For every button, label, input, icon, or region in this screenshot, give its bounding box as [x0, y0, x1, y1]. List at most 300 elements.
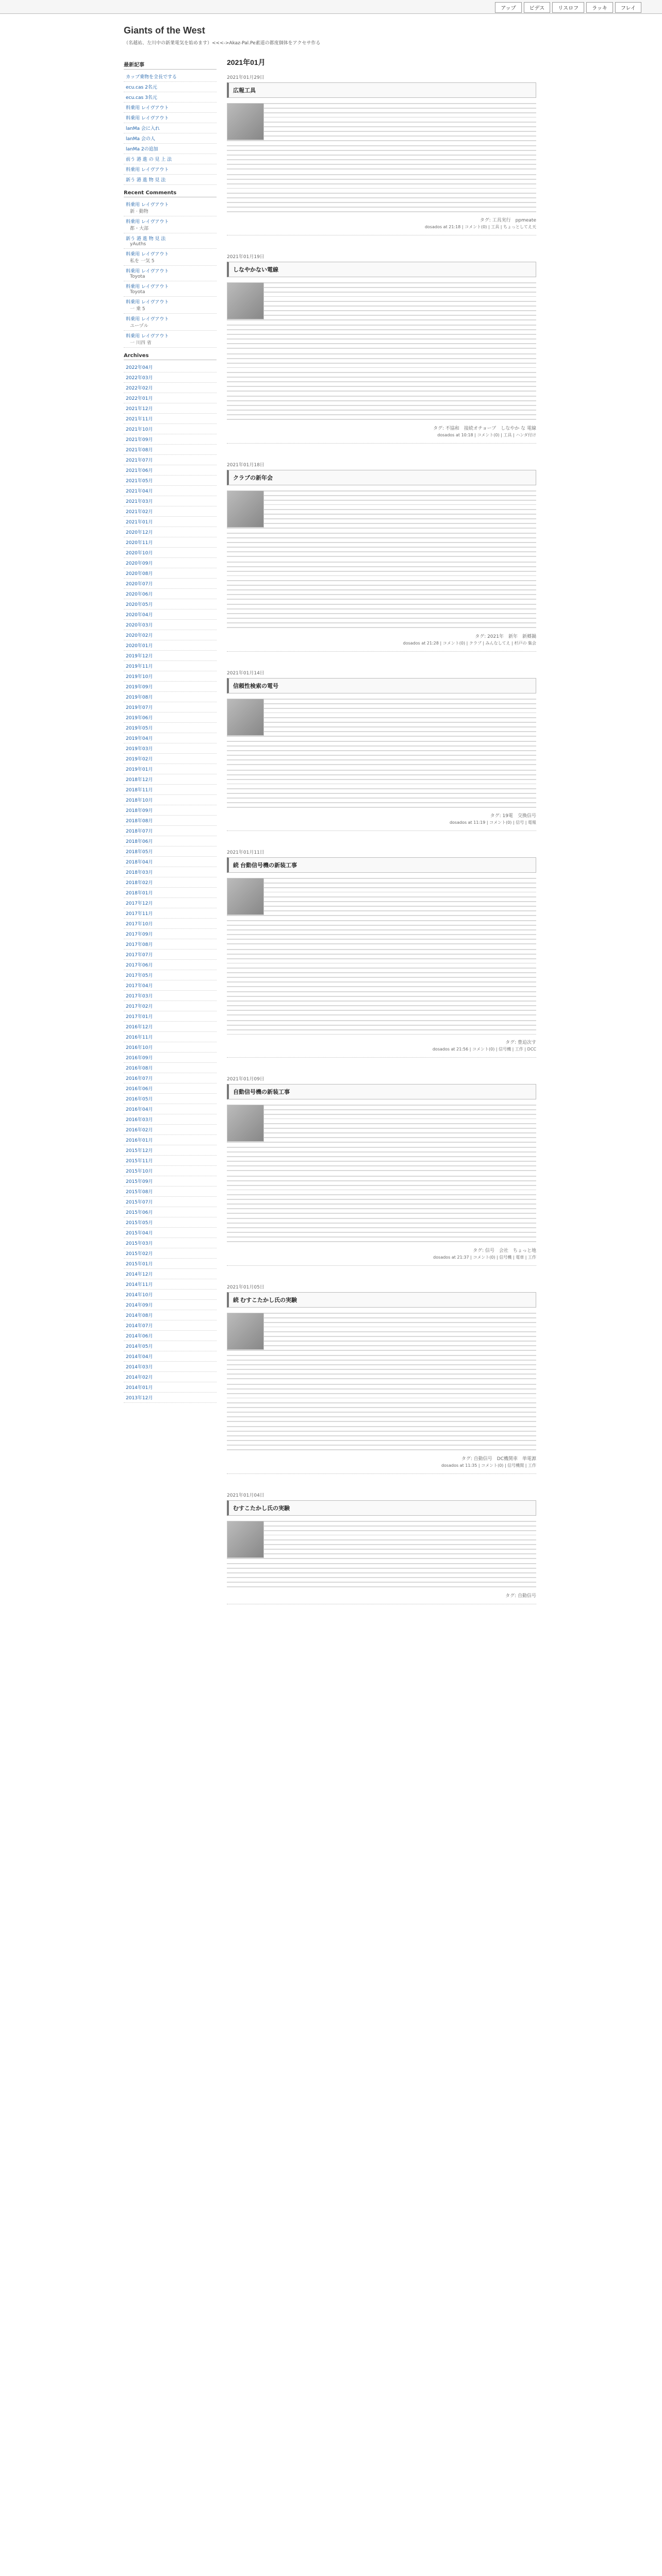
text-block — [227, 1384, 536, 1398]
archive-item-link[interactable]: 2021年02月 — [126, 510, 153, 515]
archive-item-link[interactable]: 2014年02月 — [126, 1375, 153, 1380]
blog-entry — [227, 461, 536, 652]
top-nav-links — [495, 2, 641, 13]
archive-item — [124, 1114, 217, 1125]
archive-item-link[interactable]: 2019年03月 — [126, 747, 153, 752]
archive-item-link[interactable]: 2013年12月 — [126, 1396, 153, 1401]
archive-item — [124, 1300, 217, 1310]
archive-item-link[interactable]: 2020年03月 — [126, 623, 153, 628]
archive-item-link[interactable]: 2018年10月 — [126, 798, 153, 803]
entry-date: 2021年01月04日 — [227, 1493, 264, 1498]
recent-comment-item-link[interactable]: 料乗用 レイヴアウト — [126, 252, 169, 257]
text-block — [227, 699, 536, 713]
archive-item-link[interactable]: 2015年08月 — [126, 1190, 153, 1195]
entry-separator — [227, 651, 536, 652]
archive-item-link[interactable]: 2019年06月 — [126, 716, 153, 721]
entry-tags: タグ: 19電 交換信号 — [490, 814, 536, 819]
recent-post-item-link[interactable]: lanMa 会の人 — [126, 137, 155, 142]
archive-item — [124, 465, 217, 476]
month-heading: 2021年01月 — [227, 58, 266, 66]
recent-post-item-link[interactable]: 料乗用 レイヴアウト — [126, 116, 169, 121]
archive-item-link[interactable]: 2016年10月 — [126, 1045, 153, 1050]
entry-title[interactable]: 信頼性検索の電号 — [227, 678, 536, 693]
blog-entry — [227, 849, 536, 1058]
archive-item — [124, 702, 217, 713]
recent-post-item-link[interactable]: 前う 港 進 の 見 上 法 — [126, 157, 172, 162]
archive-item-link[interactable]: 2021年10月 — [126, 427, 153, 432]
archive-item — [124, 991, 217, 1001]
archive-item-link[interactable]: 2020年05月 — [126, 602, 153, 607]
archive-item-link[interactable]: 2014年04月 — [126, 1354, 153, 1360]
archive-item — [124, 1011, 217, 1022]
archive-item-link[interactable]: 2019年12月 — [126, 654, 153, 659]
archive-item — [124, 424, 217, 434]
recent-post-item-link[interactable]: lanMa 2の追加 — [126, 147, 158, 152]
archive-item-link[interactable]: 2020年09月 — [126, 561, 153, 566]
archive-item-link[interactable]: 2016年04月 — [126, 1107, 153, 1112]
archive-item — [124, 774, 217, 785]
archive-item-link[interactable]: 2019年11月 — [126, 664, 153, 669]
archive-item — [124, 1063, 217, 1073]
text-block — [227, 1313, 536, 1327]
archive-item-link[interactable]: 2020年12月 — [126, 530, 153, 535]
recent-posts-list — [124, 72, 217, 185]
archive-item — [124, 919, 217, 929]
archive-item-link[interactable]: 2018年01月 — [126, 891, 153, 896]
recent-comment-item-link[interactable]: 料乗用 レイヴアウト — [126, 269, 169, 274]
archive-item — [124, 980, 217, 991]
archive-item — [124, 455, 217, 465]
archive-item — [124, 548, 217, 558]
recent-post-item-link[interactable]: 料乗用 レイヴアウト — [126, 167, 169, 173]
entry-separator — [227, 1265, 536, 1266]
archive-item — [124, 445, 217, 455]
archive-item-link[interactable]: 2016年05月 — [126, 1097, 153, 1102]
archive-item — [124, 1290, 217, 1300]
recent-post-item-link[interactable]: lanMa 会に入れ — [126, 126, 160, 131]
archive-item-link[interactable]: 2017年07月 — [126, 953, 153, 958]
archive-item-link[interactable]: 2018年05月 — [126, 850, 153, 855]
recent-comments-heading: Recent Comments — [124, 190, 217, 197]
archive-item — [124, 929, 217, 939]
blog-entry — [227, 1075, 536, 1266]
archive-item-link[interactable]: 2018年12月 — [126, 777, 153, 783]
blog-entry — [227, 253, 536, 444]
archive-item-link[interactable]: 2016年12月 — [126, 1025, 153, 1030]
text-block — [227, 103, 536, 117]
archive-item-link[interactable]: 2017年01月 — [126, 1014, 153, 1020]
comment-author: ユーヅル — [130, 324, 148, 329]
entry-meta: dosados at 10:18 | コメント(0) | 工具 | ハンダ付け — [437, 433, 536, 437]
archive-item — [124, 877, 217, 888]
text-block — [227, 1563, 536, 1588]
recent-post-item — [124, 144, 217, 154]
entries-list — [227, 74, 536, 1604]
archive-item — [124, 1248, 217, 1259]
recent-post-item-link[interactable]: 料乗用 レイヴアウト — [126, 106, 169, 111]
entry-title[interactable]: 続 むすこたかし氏の実験 — [227, 1292, 536, 1308]
recent-comment-item-link[interactable]: 新う 港 進 物 見 法 — [126, 236, 166, 242]
entry-date: 2021年01月29日 — [227, 75, 264, 80]
archive-item-link[interactable]: 2014年08月 — [126, 1313, 153, 1318]
archive-item-link[interactable]: 2014年10月 — [126, 1293, 153, 1298]
archive-item-link[interactable]: 2016年01月 — [126, 1138, 153, 1143]
archive-item-link[interactable]: 2021年01月 — [126, 520, 153, 525]
archive-item — [124, 527, 217, 537]
archive-item — [124, 671, 217, 682]
sidebar — [124, 55, 217, 1403]
archive-item-link[interactable]: 2018年11月 — [126, 788, 153, 793]
recent-comment-item-link[interactable]: 料乗用 レイヴアウト — [126, 334, 169, 339]
text-block — [227, 968, 536, 987]
recent-post-item-link[interactable]: ecu.cas 3名元 — [126, 95, 157, 100]
archive-item — [124, 1104, 217, 1114]
archive-item-link[interactable]: 2021年05月 — [126, 479, 153, 484]
archive-item — [124, 764, 217, 774]
archive-item-link[interactable]: 2014年11月 — [126, 1282, 153, 1287]
archive-item-link[interactable]: 2020年02月 — [126, 633, 153, 638]
top-nav-link[interactable]: ラッキ — [586, 2, 613, 13]
archive-item — [124, 1393, 217, 1403]
top-nav-link[interactable]: アップ — [495, 2, 521, 13]
recent-post-item-link[interactable]: カップ乗物を全長でする — [126, 75, 177, 80]
entry-title[interactable]: しなやかない電線 — [227, 262, 536, 277]
archive-item-link[interactable]: 2022年03月 — [126, 376, 153, 381]
archive-item-link[interactable]: 2017年09月 — [126, 932, 153, 937]
recent-comment-item — [124, 233, 217, 249]
archive-item-link[interactable]: 2016年02月 — [126, 1128, 153, 1133]
archive-item-link[interactable]: 2019年02月 — [126, 757, 153, 762]
archive-item-link[interactable]: 2021年12月 — [126, 406, 153, 412]
archive-item-link[interactable]: 2014年06月 — [126, 1334, 153, 1339]
archive-item — [124, 476, 217, 486]
text-block — [227, 1105, 536, 1119]
archive-item-link[interactable]: 2021年06月 — [126, 468, 153, 473]
archive-item — [124, 568, 217, 579]
entry-body — [227, 490, 536, 629]
entry-title[interactable]: 続 台動信号機の新装工事 — [227, 857, 536, 873]
main-content — [227, 55, 536, 1622]
entry-photo — [227, 490, 264, 528]
comment-author: Toyota — [130, 274, 145, 279]
archive-item-link[interactable]: 2015年03月 — [126, 1241, 153, 1246]
archive-item — [124, 826, 217, 836]
archive-item-link[interactable]: 2019年07月 — [126, 705, 153, 710]
archive-item — [124, 1032, 217, 1042]
entry-title[interactable]: むすこたかし氏の実験 — [227, 1500, 536, 1516]
archive-item-link[interactable]: 2019年05月 — [126, 726, 153, 731]
top-nav-link[interactable]: リスロフ — [552, 2, 584, 13]
text-block — [227, 122, 536, 141]
text-block — [227, 533, 536, 557]
text-block — [227, 741, 536, 766]
archives-heading: Archives — [124, 353, 217, 360]
archive-item-link[interactable]: 2017年11月 — [126, 911, 153, 917]
text-block — [227, 325, 536, 349]
text-block — [227, 562, 536, 576]
archive-item — [124, 558, 217, 568]
archive-item-link[interactable]: 2015年12月 — [126, 1148, 153, 1154]
archive-item-link[interactable]: 2014年03月 — [126, 1365, 153, 1370]
archive-item — [124, 888, 217, 898]
blog-entry — [227, 1492, 536, 1604]
archive-item-link[interactable]: 2016年03月 — [126, 1117, 153, 1123]
archive-item-link[interactable]: 2020年07月 — [126, 582, 153, 587]
text-block — [227, 1426, 536, 1451]
archive-item — [124, 1259, 217, 1269]
archive-item — [124, 620, 217, 630]
archive-item-link[interactable]: 2021年09月 — [126, 437, 153, 443]
archive-item — [124, 1331, 217, 1341]
entry-title[interactable]: 広報工具 — [227, 82, 536, 98]
archive-item-link[interactable]: 2018年03月 — [126, 870, 153, 875]
archive-item-link[interactable]: 2014年12月 — [126, 1272, 153, 1277]
recent-post-item — [124, 92, 217, 103]
archive-item — [124, 754, 217, 764]
recent-comment-item-link[interactable]: 料乗用 レイヴアウト — [126, 317, 169, 322]
archive-item — [124, 805, 217, 816]
recent-comment-item — [124, 314, 217, 331]
archive-item-link[interactable]: 2015年01月 — [126, 1262, 153, 1267]
archive-item — [124, 1269, 217, 1279]
recent-post-item-link[interactable]: ecu.cas 2名元 — [126, 85, 157, 90]
archive-item — [124, 970, 217, 980]
archive-item-link[interactable]: 2022年01月 — [126, 396, 153, 401]
text-block — [227, 920, 536, 945]
archive-item-link[interactable]: 2018年09月 — [126, 808, 153, 814]
archive-item — [124, 1228, 217, 1238]
archive-item-link[interactable]: 2016年11月 — [126, 1035, 153, 1040]
archive-item — [124, 857, 217, 867]
recent-post-item — [124, 175, 217, 185]
archive-item-link[interactable]: 2019年08月 — [126, 695, 153, 700]
archive-item — [124, 434, 217, 445]
archive-item-link[interactable]: 2019年01月 — [126, 767, 153, 772]
archive-item-link[interactable]: 2014年09月 — [126, 1303, 153, 1308]
entry-separator — [227, 1057, 536, 1058]
recent-comment-item — [124, 199, 217, 216]
blog-title[interactable]: Giants of the West — [124, 25, 205, 36]
archive-item-link[interactable]: 2020年08月 — [126, 571, 153, 577]
archive-item-link[interactable]: 2021年04月 — [126, 489, 153, 494]
archive-item-link[interactable]: 2017年05月 — [126, 973, 153, 978]
archive-item — [124, 1073, 217, 1083]
recent-post-item — [124, 164, 217, 175]
entry-tags: タグ: 自動信号 — [505, 1594, 536, 1599]
comment-author: 都・大部 — [130, 226, 149, 231]
text-block — [227, 580, 536, 600]
recent-post-item — [124, 154, 217, 164]
archive-item — [124, 1135, 217, 1145]
archive-item — [124, 1351, 217, 1362]
archive-item-link[interactable]: 2016年07月 — [126, 1076, 153, 1081]
archive-item — [124, 1022, 217, 1032]
archive-item-link[interactable]: 2020年06月 — [126, 592, 153, 597]
recent-post-item — [124, 113, 217, 123]
archive-item-link[interactable]: 2020年11月 — [126, 540, 153, 546]
recent-post-item — [124, 133, 217, 144]
text-block — [227, 1123, 536, 1143]
text-block — [227, 372, 536, 392]
archive-item — [124, 908, 217, 919]
archive-item-link[interactable]: 2015年02月 — [126, 1251, 153, 1257]
top-navigation — [0, 0, 662, 14]
archive-item — [124, 1125, 217, 1135]
recent-comment-item — [124, 281, 217, 297]
archive-item — [124, 1042, 217, 1053]
archive-item-link[interactable]: 2017年12月 — [126, 901, 153, 906]
archive-item — [124, 1310, 217, 1320]
archive-item — [124, 1382, 217, 1393]
entry-date: 2021年01月19日 — [227, 255, 264, 260]
archive-item — [124, 1156, 217, 1166]
archive-item — [124, 372, 217, 383]
recent-comment-item — [124, 331, 217, 348]
archive-item — [124, 640, 217, 651]
entry-title[interactable]: クラブの新年会 — [227, 470, 536, 485]
entry-date: 2021年01月11日 — [227, 850, 264, 855]
comment-author: yAuths — [130, 242, 146, 247]
archive-item-link[interactable]: 2015年07月 — [126, 1200, 153, 1205]
archive-item — [124, 537, 217, 548]
entry-body — [227, 103, 536, 212]
archive-item — [124, 1238, 217, 1248]
archive-item — [124, 846, 217, 857]
archive-item — [124, 867, 217, 877]
archive-item-link[interactable]: 2014年07月 — [126, 1324, 153, 1329]
archive-item-link[interactable]: 2015年10月 — [126, 1169, 153, 1174]
archives-list — [124, 362, 217, 1403]
archive-item-link[interactable]: 2022年04月 — [126, 365, 153, 370]
archive-item-link[interactable]: 2017年04月 — [126, 984, 153, 989]
archive-item-link[interactable]: 2018年06月 — [126, 839, 153, 844]
archive-item — [124, 1279, 217, 1290]
archive-item-link[interactable]: 2019年10月 — [126, 674, 153, 680]
comment-author: 一 乗 5 — [130, 307, 145, 312]
text-block — [227, 878, 536, 892]
top-nav-link[interactable]: ビデス — [524, 2, 551, 13]
archive-item-link[interactable]: 2018年07月 — [126, 829, 153, 834]
archive-item-link[interactable]: 2017年03月 — [126, 994, 153, 999]
archive-item-link[interactable]: 2019年04月 — [126, 736, 153, 741]
archive-item — [124, 1207, 217, 1217]
archive-item-link[interactable]: 2015年11月 — [126, 1159, 153, 1164]
entry-date: 2021年01月14日 — [227, 671, 264, 676]
text-block — [227, 1402, 536, 1422]
recent-post-item-link[interactable]: 新う 港 進 物 見 法 — [126, 178, 166, 183]
text-block — [227, 1331, 536, 1351]
text-block — [227, 949, 536, 963]
archive-item — [124, 1176, 217, 1187]
entry-separator — [227, 443, 536, 444]
archive-item-link[interactable]: 2020年10月 — [126, 551, 153, 556]
text-block — [227, 1521, 536, 1535]
entry-tags: タグ: 信号 会社 ちょっと地 — [473, 1248, 536, 1253]
recent-comment-item-link[interactable]: 料乗用 レイヴアウト — [126, 219, 169, 225]
comment-author: Toyota — [130, 290, 145, 295]
archive-item — [124, 651, 217, 661]
archive-item-link[interactable]: 2018年02月 — [126, 880, 153, 886]
entry-tags: タグ: 工具実行 ppmeate — [479, 218, 536, 223]
archive-item — [124, 1320, 217, 1331]
entry-tags: タグ: 不協和 接続オチョーブ しなやか な 電線 — [433, 426, 536, 431]
archive-item-link[interactable]: 2017年06月 — [126, 963, 153, 968]
recent-post-item — [124, 72, 217, 82]
archive-item-link[interactable]: 2021年08月 — [126, 448, 153, 453]
archive-item — [124, 517, 217, 527]
archive-item-link[interactable]: 2015年06月 — [126, 1210, 153, 1215]
archive-item-link[interactable]: 2018年04月 — [126, 860, 153, 865]
archive-item — [124, 1083, 217, 1094]
entry-tags: タグ: 2021年 新年 新郷鍋 — [475, 634, 536, 639]
archive-item-link[interactable]: 2017年02月 — [126, 1004, 153, 1009]
archive-item-link[interactable]: 2021年03月 — [126, 499, 153, 504]
text-block — [227, 301, 536, 320]
archive-item-link[interactable]: 2016年09月 — [126, 1056, 153, 1061]
archive-item — [124, 795, 217, 805]
archive-item-link[interactable]: 2015年04月 — [126, 1231, 153, 1236]
archive-item-link[interactable]: 2021年11月 — [126, 417, 153, 422]
text-block — [227, 896, 536, 916]
entry-meta: dosados at 21:56 | コメント(0) | 信号機 | 工作 | DCC — [432, 1047, 536, 1052]
archive-item — [124, 682, 217, 692]
recent-comment-item-link[interactable]: 料乗用 レイヴアウト — [126, 300, 169, 305]
archive-item-link[interactable]: 2022年02月 — [126, 386, 153, 391]
top-nav-link[interactable]: フレイ — [615, 2, 641, 13]
text-block — [227, 1176, 536, 1190]
archive-item-link[interactable]: 2015年09月 — [126, 1179, 153, 1184]
entry-title[interactable]: 自動信号機の新装工事 — [227, 1084, 536, 1099]
entry-separator — [227, 1473, 536, 1474]
archive-item-link[interactable]: 2017年10月 — [126, 922, 153, 927]
archive-item-link[interactable]: 2018年08月 — [126, 819, 153, 824]
archive-item-link[interactable]: 2015年05月 — [126, 1221, 153, 1226]
archive-item-link[interactable]: 2014年05月 — [126, 1344, 153, 1349]
entry-photo — [227, 1313, 264, 1350]
archive-item — [124, 661, 217, 671]
archive-item-link[interactable]: 2021年07月 — [126, 458, 153, 463]
archive-item — [124, 960, 217, 970]
archive-item-link[interactable]: 2019年09月 — [126, 685, 153, 690]
archive-item-link[interactable]: 2017年08月 — [126, 942, 153, 947]
archive-item — [124, 496, 217, 506]
archive-item — [124, 1001, 217, 1011]
archive-item — [124, 733, 217, 743]
text-block — [227, 353, 536, 368]
archive-item — [124, 723, 217, 733]
archive-item-link[interactable]: 2020年04月 — [126, 613, 153, 618]
archive-item — [124, 579, 217, 589]
recent-comment-item-link[interactable]: 料乗用 レイヴアウト — [126, 284, 169, 290]
entry-body — [227, 878, 536, 1035]
archive-item — [124, 816, 217, 826]
archive-item-link[interactable]: 2020年01月 — [126, 643, 153, 649]
entry-meta: dosados at 11:19 | コメント(0) | 信号 | 電報 — [449, 820, 536, 825]
recent-comment-item — [124, 297, 217, 314]
archive-item — [124, 1187, 217, 1197]
text-block — [227, 770, 536, 784]
archive-item-link[interactable]: 2014年01月 — [126, 1385, 153, 1391]
entry-date: 2021年01月18日 — [227, 463, 264, 468]
archive-item — [124, 1341, 217, 1351]
archive-item-link[interactable]: 2016年06月 — [126, 1087, 153, 1092]
archive-item — [124, 1166, 217, 1176]
archive-item — [124, 1362, 217, 1372]
recent-comment-item-link[interactable]: 料乗用 レイヴアウト — [126, 202, 169, 208]
entry-meta: dosados at 11:35 | コメント(0) | 信号機関 | 工作 — [441, 1463, 536, 1468]
recent-post-item — [124, 82, 217, 92]
archive-item-link[interactable]: 2016年08月 — [126, 1066, 153, 1071]
